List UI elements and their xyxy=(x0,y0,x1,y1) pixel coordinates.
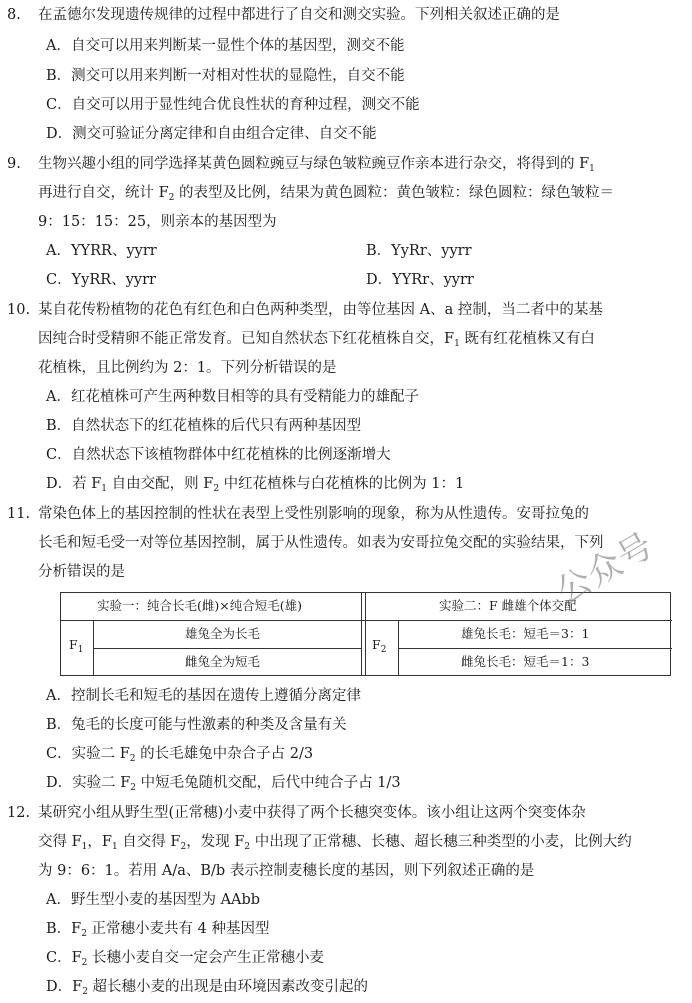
table-header-exp1: 实验一：纯合长毛(雌)×纯合短毛(雄) xyxy=(97,598,302,613)
question-number: 10. xyxy=(7,302,31,318)
option-d: D．若 $F_1$ 自由交配，则 $F_2$ 中红花植株与白花植株的比例为 1：1 xyxy=(46,476,465,494)
question-stem-line-2: 交得 $F_1$，$F_1$ 自交得 $F_2$，发现 $F_2$ 中出现了正常穗、长穗、超长穗三种类型的小麦，比例大约 xyxy=(38,834,632,852)
option-b: B．自然状态下的红花植株的后代只有两种基因型 xyxy=(46,418,362,434)
option-d: D．测交可验证分离定律和自由组合定律、自交不能 xyxy=(46,126,377,142)
option-c: C．自交可以用于显性纯合优良性状的育种过程，测交不能 xyxy=(46,97,420,113)
question-stem-line-2: 因纯合时受精卵不能正常发育。已知自然状态下红花植株自交，$F_1$ 既有红花植株又有白 xyxy=(38,331,595,349)
question-stem-line-3: 为 9：6：1。若用 A/a、B/b 表示控制麦穗长度的基因，则下列叙述正确的是 xyxy=(38,863,535,879)
question-stem-line-3: 花植株，且比例约为 2：1。下列分析错误的是 xyxy=(38,360,337,376)
table-cell-f2-male: 雄兔长毛：短毛＝3：1 xyxy=(461,626,590,641)
option-d: D．$F_2$ 超长穗小麦的出现是由环境因素改变引起的 xyxy=(46,979,369,997)
table-divider xyxy=(361,593,366,675)
question-stem: 在孟德尔发现遗传规律的过程中都进行了自交和测交实验。下列相关叙述正确的是 xyxy=(38,7,560,23)
table-divider xyxy=(61,620,672,621)
question-stem-line-1: 某研究小组从野生型(正常穗)小麦中获得了两个长穗突变体。该小组让这两个突变体杂 xyxy=(38,805,586,821)
question-number: 8. xyxy=(7,7,21,23)
question-number: 11. xyxy=(7,506,31,522)
option-c: C．自然状态下该植物群体中红花植株的比例逐渐增大 xyxy=(46,447,391,463)
option-a: A．控制长毛和短毛的基因在遗传上遵循分离定律 xyxy=(46,688,361,704)
question-stem-line-1: 某自花传粉植物的花色有红色和白色两种类型，由等位基因 A、a 控制，当二者中的某基 xyxy=(38,302,603,318)
question-stem-line-2: 再进行自交，统计 $F_2$ 的表型及比例，结果为黄色圆粒：黄色皱粒：绿色圆粒：绿色皱粒＝ xyxy=(38,185,615,203)
table-cell-f1-female: 雌兔全为短毛 xyxy=(185,654,261,669)
table-divider xyxy=(93,648,361,649)
question-stem-line-2: 长毛和短毛受一对等位基因控制，属于从性遗传。如表为安哥拉兔交配的实验结果，下列 xyxy=(38,535,604,551)
question-number: 9. xyxy=(7,156,21,172)
option-c: C．实验二 $F_2$ 的长毛雄兔中杂合子占 2/3 xyxy=(46,746,314,764)
option-b: B．兔毛的长度可能与性激素的种类及含量有关 xyxy=(46,717,347,733)
table-header-exp2: 实验二：F 雌雄个体交配 xyxy=(439,598,577,613)
question-number: 12. xyxy=(7,805,31,821)
table-cell-f2-female: 雌兔长毛：短毛＝1：3 xyxy=(461,654,590,669)
question-stem-line-1: 生物兴趣小组的同学选择某黄色圆粒豌豆与绿色皱粒豌豆作亲本进行杂交，将得到的 $F_1$ xyxy=(38,156,595,174)
option-b: B．$F_2$ 正常穗小麦共有 4 种基因型 xyxy=(46,921,270,939)
question-stem-line-1: 常染色体上的基因控制的性状在表型上受性别影响的现象，称为从性遗传。安哥拉兔的 xyxy=(38,506,589,522)
table-cell-f1-male: 雄兔全为长毛 xyxy=(185,626,261,641)
option-d: D．实验二 $F_2$ 中短毛兔随机交配，后代中纯合子占 1/3 xyxy=(46,775,401,793)
option-b: B．YyRr、yyrr xyxy=(366,243,472,259)
option-a: A．野生型小麦的基因型为 AAbb xyxy=(46,892,261,908)
option-a: A．YYRR、yyrr xyxy=(46,243,157,259)
option-d: D．YYRr、yyrr xyxy=(366,272,474,288)
option-c: C．YyRR、yyrr xyxy=(46,272,156,288)
table-label-f1: $F_1$ xyxy=(69,637,84,655)
table-divider xyxy=(398,648,672,649)
option-b: B．测交可以用来判断一对相对性状的显隐性，自交不能 xyxy=(46,68,405,84)
option-a: A．自交可以用来判断某一显性个体的基因型，测交不能 xyxy=(46,38,405,54)
watermark: 公众号 xyxy=(549,525,661,613)
table-label-f2: $F_2$ xyxy=(372,637,387,655)
question-stem-line-3: 9：15：15：25，则亲本的基因型为 xyxy=(38,214,277,230)
question-stem-line-3: 分析错误的是 xyxy=(38,564,125,580)
option-c: C．$F_2$ 长穗小麦自交一定会产生正常穗小麦 xyxy=(46,950,324,968)
option-a: A．红花植株可产生两种数目相等的具有受精能力的雄配子 xyxy=(46,389,419,405)
